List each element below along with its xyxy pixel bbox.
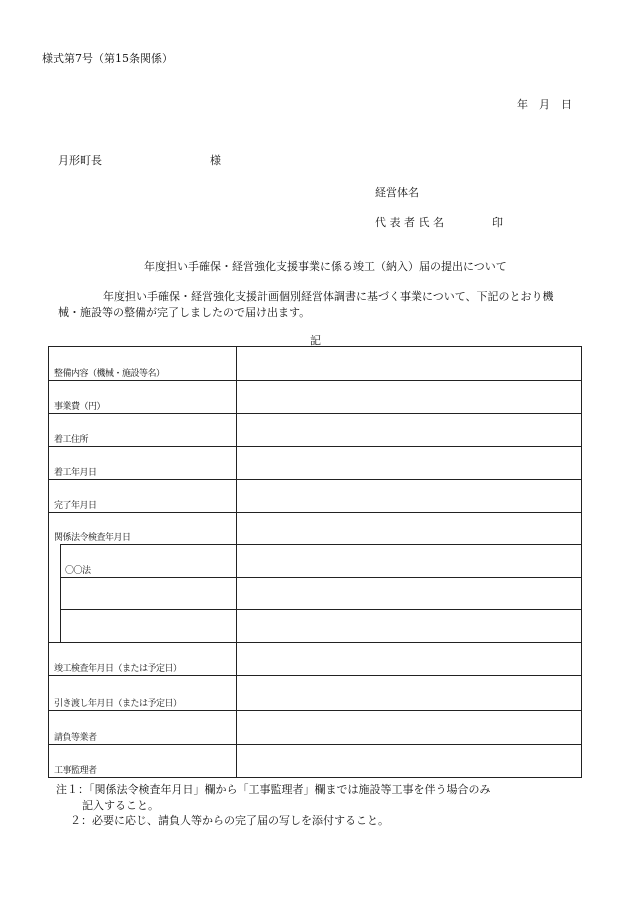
document-title: 年度担い手確保・経営強化支援事業に係る竣工（納入）届の提出について bbox=[144, 260, 507, 273]
value-cell-equipment[interactable] bbox=[237, 347, 581, 380]
value-cell-site[interactable] bbox=[237, 414, 581, 446]
sub-row-indent bbox=[60, 544, 61, 642]
seal-label: 印 bbox=[492, 216, 503, 229]
note-1-line-b: 記入すること。 bbox=[82, 799, 159, 812]
row-label-supervisor: 工事監理者 bbox=[54, 766, 97, 776]
value-cell-supervisor[interactable] bbox=[237, 745, 581, 777]
value-cell-start-date[interactable] bbox=[237, 447, 581, 479]
date-label: 年 月 日 bbox=[517, 98, 572, 111]
row-label-start-date: 着工年月日 bbox=[54, 468, 97, 478]
addressee-honorific: 様 bbox=[210, 154, 221, 167]
value-cell-sub-2[interactable] bbox=[237, 578, 581, 609]
body-line-2: 械・施設等の整備が完了しましたので届け出ます。 bbox=[58, 306, 311, 319]
note-1-line-a: 注１：「関係法令検査年月日」欄から「工事監理者」欄までは施設等工事を伴う場合のみ bbox=[56, 783, 491, 796]
note-2: ２：必要に応じ、請負人等からの完了届の写しを添付すること。 bbox=[70, 814, 389, 827]
body-line-1: 年度担い手確保・経営強化支援計画個別経営体調書に基づく事業について、下記のとおり機 bbox=[103, 290, 554, 303]
representative-label: 代 表 者 氏 名 bbox=[375, 216, 444, 229]
value-cell-contractor[interactable] bbox=[237, 711, 581, 744]
row-label-site: 着工住所 bbox=[54, 435, 89, 445]
row-label-final-inspection: 竣工検査年月日（または予定日） bbox=[54, 664, 182, 674]
ki-label: 記 bbox=[310, 334, 321, 347]
value-cell-inspection-date[interactable] bbox=[237, 513, 581, 544]
row-label-inspection-date: 関係法令検査年月日 bbox=[54, 533, 131, 543]
row-label-completion-date: 完了年月日 bbox=[54, 501, 97, 511]
row-label-cost: 事業費（円） bbox=[54, 402, 106, 412]
value-cell-completion-date[interactable] bbox=[237, 480, 581, 512]
row-label-contractor: 請負等業者 bbox=[54, 733, 97, 743]
addressee-mayor: 月形町長 bbox=[58, 154, 102, 167]
row-label-equipment: 整備内容（機械・施設等名） bbox=[54, 369, 165, 379]
value-cell-law[interactable] bbox=[237, 545, 581, 577]
form-number: 様式第7号（第15条関係） bbox=[42, 52, 173, 65]
value-cell-cost[interactable] bbox=[237, 381, 581, 413]
form-table bbox=[48, 346, 582, 778]
value-cell-handover[interactable] bbox=[237, 676, 581, 710]
row-label-handover: 引き渡し年月日（または予定日） bbox=[54, 699, 182, 709]
value-cell-final-inspection[interactable] bbox=[237, 643, 581, 675]
value-cell-sub-3[interactable] bbox=[237, 610, 581, 642]
entity-name-label: 経営体名 bbox=[375, 186, 419, 199]
row-label-law: 〇〇法 bbox=[65, 566, 91, 576]
